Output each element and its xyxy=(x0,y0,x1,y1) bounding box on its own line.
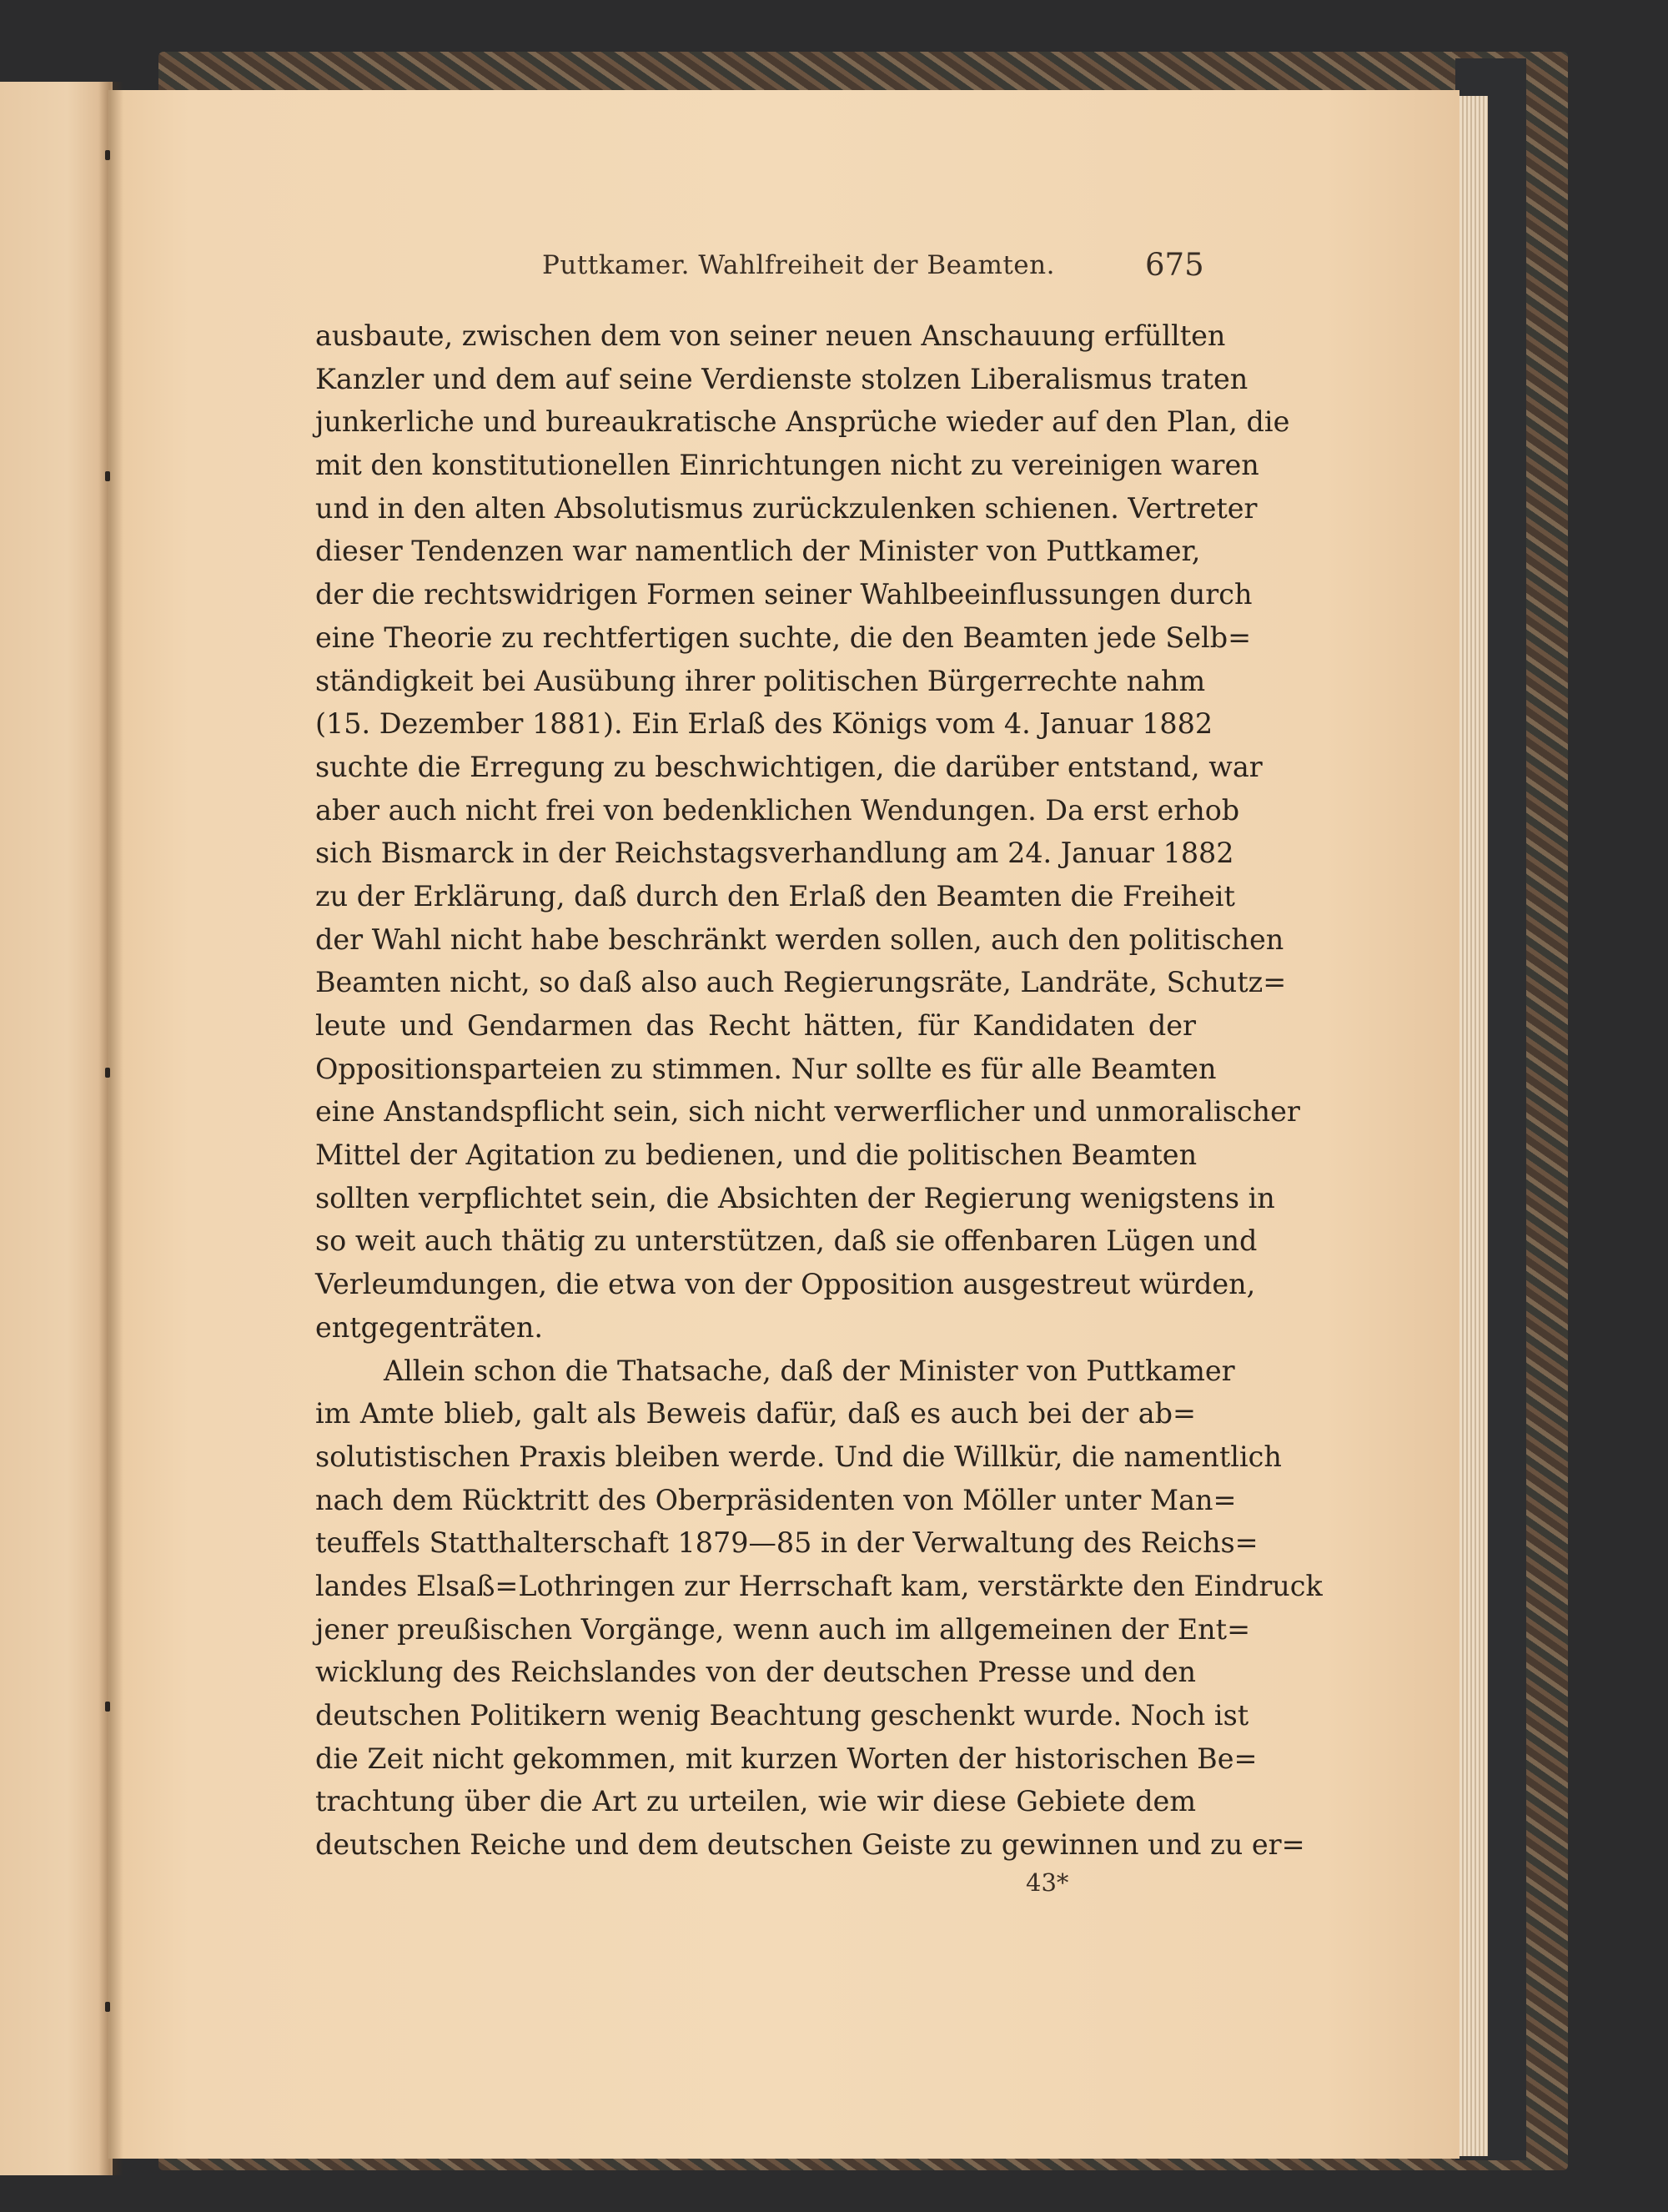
text-line: nach dem Rücktritt des Oberpräsidenten von Möller unter Man= xyxy=(315,1483,1237,1516)
text-line: landes Elsaß=Lothringen zur Herrschaft kam, verstärkte den Eindruck xyxy=(315,1569,1323,1602)
text-line: mit den konstitutionellen Einrichtungen nicht zu vereinigen waren xyxy=(315,449,1259,482)
text-line: dieser Tendenzen war namentlich der Minister von Puttkamer, xyxy=(315,535,1201,568)
text-line: eine Theorie zu rechtfertigen suchte, die den Beamten jede Selb= xyxy=(315,621,1252,654)
text-line: die Zeit nicht gekommen, mit kurzen Worten der historischen Be= xyxy=(315,1742,1258,1775)
sewing-mark xyxy=(105,2002,110,2012)
text-line: wicklung des Reichslandes von der deutschen Presse und den xyxy=(315,1656,1196,1689)
text-line: Oppositionsparteien zu stimmen. Nur sollte es für alle Beamten xyxy=(315,1052,1217,1085)
text-line: (15. Dezember 1881). Ein Erlaß des Königs vom 4. Januar 1882 xyxy=(315,707,1213,741)
page-number: 675 xyxy=(1145,247,1204,283)
text-line: Beamten nicht, so daß also auch Regierungsräte, Landräte, Schutz= xyxy=(315,966,1287,999)
text-line: sollten verpflichtet sein, die Absichten der Regierung wenigstens in xyxy=(315,1181,1275,1214)
running-head xyxy=(0,247,1668,284)
text-line: zu der Erklärung, daß durch den Erlaß den Beamten die Freiheit xyxy=(315,879,1235,912)
text-line: der die rechtswidrigen Formen seiner Wahlbeeinflussungen durch xyxy=(315,578,1253,611)
body-text xyxy=(315,314,1323,1867)
signature-mark: 43* xyxy=(1026,1868,1069,1897)
sewing-mark xyxy=(105,150,110,160)
text-line: so weit auch thätig zu unterstützen, daß sie offenbaren Lügen und xyxy=(315,1224,1258,1258)
text-line: ausbaute, zwischen dem von seiner neuen Anschauung erfüllten xyxy=(315,319,1226,352)
text-line: deutschen Politikern wenig Beachtung geschenkt wurde. Noch ist xyxy=(315,1699,1249,1732)
text-line: jener preußischen Vorgänge, wenn auch im allgemeinen der Ent= xyxy=(315,1612,1251,1646)
text-line: sich Bismarck in der Reichstagsverhandlung am 24. Januar 1882 xyxy=(315,837,1234,870)
text-line: suchte die Erregung zu beschwichtigen, die darüber entstand, war xyxy=(315,750,1263,783)
sewing-mark xyxy=(105,1068,110,1078)
text-line: entgegenträten. xyxy=(315,1310,544,1344)
text-line: deutschen Reiche und dem deutschen Geiste zu gewinnen und zu er= xyxy=(315,1828,1305,1862)
text-line: Verleumdungen, die etwa von der Opposition ausgestreut würden, xyxy=(315,1268,1256,1301)
text-line: eine Anstandspflicht sein, sich nicht verwerflicher und unmoralischer xyxy=(315,1095,1300,1129)
text-line: trachtung über die Art zu urteilen, wie wir diese Gebiete dem xyxy=(315,1785,1196,1818)
page-gutter xyxy=(98,82,123,2175)
text-line: Allein schon die Thatsache, daß der Minister von Puttkamer xyxy=(384,1354,1235,1387)
text-line: leute und Gendarmen das Recht hätten, für Kandidaten der xyxy=(315,1009,1196,1042)
sewing-mark xyxy=(105,1702,110,1712)
text-line: junkerliche und bureaukratische Ansprüche wieder auf den Plan, die xyxy=(315,405,1290,439)
previous-page-edge xyxy=(0,82,113,2175)
text-line: Kanzler und dem auf seine Verdienste stolzen Liberalismus traten xyxy=(315,362,1248,395)
text-line: der Wahl nicht habe beschränkt werden sollen, auch den politischen xyxy=(315,923,1284,956)
text-line: aber auch nicht frei von bedenklichen Wendungen. Da erst erhob xyxy=(315,793,1240,827)
sewing-mark xyxy=(105,471,110,481)
text-line: teuffels Statthalterschaft 1879—85 in der Verwaltung des Reichs= xyxy=(315,1526,1259,1560)
text-line: und in den alten Absolutismus zurückzulenken schienen. Vertreter xyxy=(315,491,1258,525)
text-line: Mittel der Agitation zu bedienen, und die politischen Beamten xyxy=(315,1139,1198,1172)
running-title: Puttkamer. Wahlfreiheit der Beamten. xyxy=(542,250,1055,280)
text-line: im Amte blieb, galt als Beweis dafür, daß es auch bei der ab= xyxy=(315,1397,1196,1430)
text-line: ständigkeit bei Ausübung ihrer politischen Bürgerrechte nahm xyxy=(315,664,1206,697)
page-block-edge xyxy=(1460,96,1488,2156)
text-line: solutistischen Praxis bleiben werde. Und die Willkür, die namentlich xyxy=(315,1440,1282,1473)
